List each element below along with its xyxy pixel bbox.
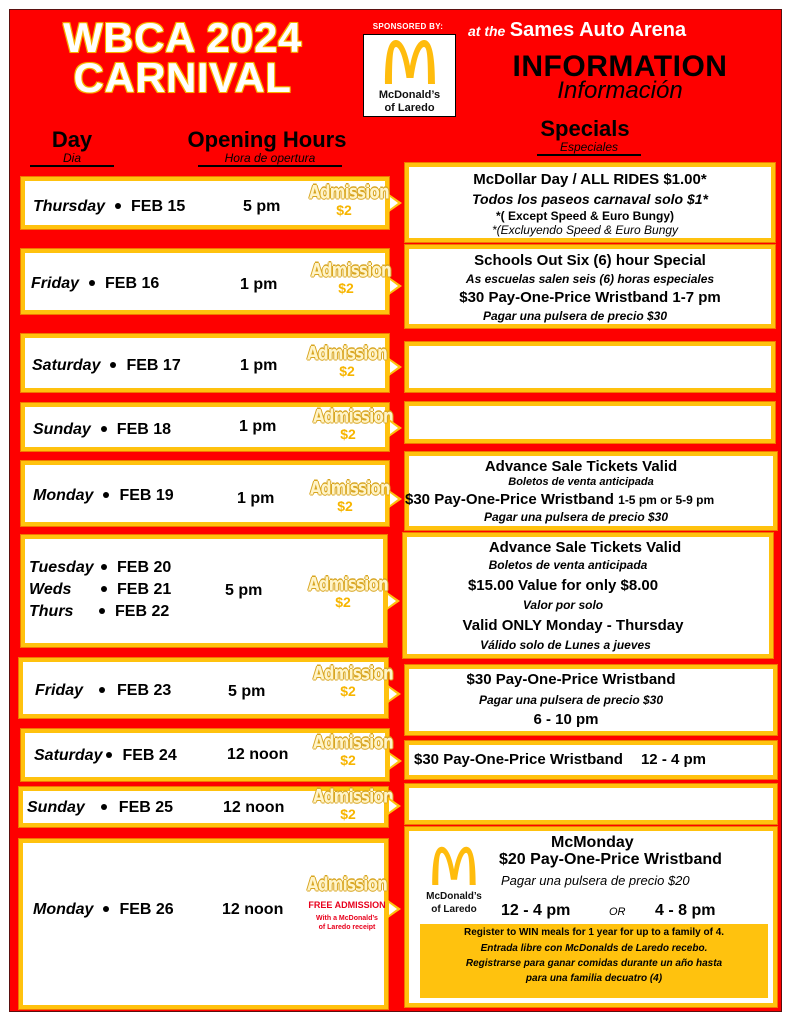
sponsor-logo	[363, 34, 456, 117]
mcdonalds-arches-icon	[429, 845, 479, 885]
venue	[468, 19, 686, 42]
day-header-label-es: Dia	[30, 151, 114, 167]
special-line-2: Boletos de venta anticipada	[508, 476, 654, 488]
special-line-1: Advance Sale Tickets Valid	[488, 539, 682, 556]
special-box-feb-26	[405, 827, 777, 1007]
day-date	[33, 901, 174, 919]
day-name: Weds	[29, 581, 72, 598]
hours-column-header	[172, 129, 362, 167]
admission-word: Admission	[307, 872, 387, 896]
bullet-icon	[99, 687, 105, 693]
specials-column-header	[525, 118, 645, 156]
admission-price: $2	[338, 280, 354, 296]
opening-hours: 5 pm	[228, 683, 266, 700]
arrow-right-icon	[389, 358, 402, 376]
day-date	[32, 357, 181, 375]
admission-badge	[313, 730, 393, 768]
band-line-3: Registrarse para ganar comidas durante un año hasta	[465, 958, 723, 969]
special-line-1: Advance Sale Tickets Valid	[484, 458, 678, 475]
mcmonday-title: McMonday	[551, 834, 634, 851]
wristband-times: 12 - 4 pm	[640, 751, 706, 768]
special-line-2: Pagar una pulsera de precio $20	[501, 873, 690, 888]
special-line-4: Pagar una pulsera de precio $30	[483, 510, 669, 524]
admission-badge	[313, 404, 393, 442]
special-box-feb-15	[405, 163, 775, 242]
special-box-feb-20-22	[403, 533, 773, 658]
admission-price: $2	[337, 498, 353, 514]
title-line-1: WBCA 2024	[63, 14, 302, 61]
day-name: Saturday	[34, 747, 103, 764]
venue-name: Sames Auto Arena	[509, 19, 687, 41]
special-line-4: Pagar una pulsera de precio $30	[482, 309, 668, 323]
day-date	[33, 198, 185, 216]
admission-word: Admission	[313, 784, 393, 808]
day-date	[29, 559, 171, 577]
admission-word: Admission	[313, 661, 393, 685]
bullet-icon	[103, 492, 109, 498]
admission-price: $2	[336, 202, 352, 218]
special-line-1: $20 Pay-One-Price Wristband	[499, 851, 722, 868]
special-line-3: $30 Pay-One-Price Wristband 1-7 pm	[459, 289, 721, 306]
day-box-feb-26	[19, 839, 388, 1009]
admission-word: Admission	[311, 258, 391, 282]
day-name: Monday	[33, 901, 94, 918]
opening-hours: 12 noon	[227, 746, 289, 763]
sponsor-name-line-1: McDonald’s	[378, 89, 441, 101]
mcdonalds-arches-icon	[382, 38, 438, 84]
bullet-icon	[103, 906, 109, 912]
day-box-feb-23	[19, 658, 393, 718]
day-header-label: Day	[51, 127, 93, 152]
date: FEB 24	[122, 747, 177, 764]
logo-name-line-2: of Laredo	[431, 904, 477, 915]
special-line-1: $30 Pay-One-Price Wristband	[466, 671, 676, 688]
wristband-times: 1-5 pm or 5-9 pm	[618, 493, 715, 507]
special-line-1: Schools Out Six (6) hour Special	[474, 252, 706, 269]
admission-badge	[313, 784, 393, 822]
special-line-6: Válido solo de Lunes a jueves	[480, 638, 651, 652]
special-line-2: Todos los paseos carnaval solo $1*	[471, 191, 709, 207]
special-line-3: $15.00 Value for only $8.00	[467, 577, 659, 594]
day-date	[29, 603, 169, 621]
date: FEB 19	[119, 487, 174, 504]
day-date	[29, 581, 171, 599]
bullet-icon	[101, 804, 107, 810]
day-date	[33, 487, 174, 505]
arrow-right-icon	[389, 419, 402, 437]
day-date	[33, 421, 171, 439]
band-line-4: para una familia decuatro (4)	[525, 973, 663, 984]
opening-hours: 12 noon	[222, 901, 284, 918]
opening-hours: 5 pm	[243, 198, 281, 215]
bullet-icon	[99, 608, 105, 614]
date: FEB 20	[117, 559, 172, 576]
day-box-feb-25	[19, 784, 393, 827]
day-name: Thursday	[33, 198, 106, 215]
special-box-feb-16	[405, 245, 775, 328]
day-name: Friday	[31, 275, 80, 292]
opening-hours: 1 pm	[239, 418, 277, 435]
opening-hours: 12 noon	[223, 799, 285, 816]
date: FEB 22	[115, 603, 170, 620]
register-banner	[420, 924, 768, 998]
special-line-3: 6 - 10 pm	[533, 711, 599, 728]
admission-word: Admission	[309, 180, 389, 204]
date: FEB 18	[116, 421, 172, 438]
date: FEB 16	[105, 275, 160, 292]
special-line-1: McDollar Day / ALL RIDES $1.00*	[473, 171, 707, 188]
special-line-2: Pagar una pulsera de precio $30	[478, 693, 664, 707]
free-admission-note-2: of Laredo receipt	[318, 924, 376, 931]
day-name: Sunday	[27, 799, 85, 816]
venue-prefix: at the	[468, 23, 506, 39]
info-title: INFORMATION	[512, 50, 728, 83]
special-line-3: *( Except Speed & Euro Bungy)	[495, 209, 675, 223]
date: FEB 23	[117, 682, 172, 699]
admission-price: $2	[340, 752, 356, 768]
admission-badge	[310, 476, 390, 514]
day-date	[27, 799, 173, 817]
admission-badge	[311, 258, 391, 296]
special-box-feb-24	[405, 741, 777, 779]
bullet-icon	[110, 362, 116, 368]
day-name: Saturday	[32, 357, 101, 374]
day-name: Sunday	[33, 421, 91, 438]
day-box-feb-20-22	[21, 535, 387, 647]
day-box-feb-19	[21, 461, 389, 526]
day-box-feb-16	[21, 249, 389, 314]
date: FEB 26	[119, 901, 174, 918]
wristband-label: $30 Pay-One-Price Wristband	[405, 491, 614, 508]
free-admission-note-1: With a McDonald’s	[316, 915, 378, 922]
special-line-1	[414, 751, 773, 768]
time-option-1: 12 - 4 pm	[501, 902, 571, 919]
day-name: Thurs	[29, 603, 74, 620]
band-line-2: Entrada libre con McDonalds de Laredo recebo.	[480, 943, 708, 954]
arrow-right-icon	[389, 752, 402, 770]
arrow-right-icon	[388, 900, 401, 918]
special-box-feb-23	[405, 665, 777, 735]
admission-price: $2	[339, 363, 355, 379]
day-date	[34, 747, 177, 765]
or-label: OR	[609, 906, 626, 918]
admission-price: $2	[335, 594, 351, 610]
bullet-icon	[115, 203, 121, 209]
opening-hours: 5 pm	[225, 582, 263, 599]
arrow-right-icon	[389, 490, 402, 508]
bullet-icon	[106, 752, 112, 758]
special-box-feb-18	[405, 402, 775, 443]
bullet-icon	[89, 280, 95, 286]
day-column-header	[30, 129, 114, 167]
title-line-2: CARNIVAL	[73, 54, 292, 101]
day-name: Tuesday	[29, 559, 94, 576]
opening-hours: 1 pm	[240, 276, 278, 293]
admission-word: Admission	[307, 341, 387, 365]
day-box-feb-18	[21, 403, 393, 451]
date: FEB 15	[131, 198, 186, 215]
bullet-icon	[101, 586, 107, 592]
arrow-right-icon	[388, 797, 401, 815]
opening-hours: 1 pm	[240, 357, 278, 374]
special-box-feb-25	[405, 784, 777, 824]
bullet-icon	[101, 426, 107, 432]
admission-word: Admission	[310, 476, 390, 500]
admission-word: Admission	[308, 572, 388, 596]
admission-badge	[305, 872, 389, 932]
special-line-4: Valor por solo	[522, 598, 604, 612]
special-line-4: *(Excluyendo Speed & Euro Bungy	[491, 223, 679, 237]
admission-word: Admission	[313, 404, 393, 428]
info-title-es: Información	[557, 77, 683, 104]
day-box-feb-15	[21, 177, 389, 229]
logo-name-line-1: McDonald’s	[426, 891, 482, 902]
day-date	[35, 682, 171, 700]
day-name: Friday	[35, 682, 84, 699]
special-box-feb-17	[405, 342, 775, 392]
special-line-2: Boletos de venta anticipada	[488, 558, 648, 572]
flyer-title	[30, 14, 335, 101]
hours-header-label: Opening Hours	[187, 127, 347, 152]
admission-price: $2	[340, 806, 356, 822]
hours-header-label-es: Hora de opertura	[198, 151, 342, 167]
day-date	[31, 275, 159, 293]
date: FEB 17	[126, 357, 181, 374]
sponsor-name-line-2: of Laredo	[384, 102, 435, 114]
wristband-label: $30 Pay-One-Price Wristband	[414, 751, 623, 768]
date: FEB 25	[118, 799, 174, 816]
special-box-feb-19	[405, 452, 777, 530]
specials-header-label-es: Especiales	[537, 140, 641, 156]
admission-word: Admission	[313, 730, 393, 754]
specials-header-label: Specials	[540, 116, 630, 141]
time-option-2: 4 - 8 pm	[655, 902, 716, 919]
day-box-feb-17	[21, 334, 389, 392]
special-line-3	[405, 491, 773, 508]
admission-price: $2	[340, 426, 356, 442]
free-admission-label: FREE ADMISSION	[308, 900, 386, 910]
special-logo	[419, 845, 489, 916]
day-box-feb-24	[21, 729, 393, 781]
band-line-1: Register to WIN meals for 1 year for up to a family of 4.	[463, 927, 725, 938]
special-line-5: Valid ONLY Monday - Thursday	[462, 617, 684, 634]
day-name: Monday	[33, 487, 94, 504]
admission-badge	[305, 341, 389, 379]
bullet-icon	[101, 564, 107, 570]
admission-badge	[309, 180, 389, 218]
opening-hours: 1 pm	[237, 490, 275, 507]
date: FEB 21	[117, 581, 172, 598]
arrow-right-icon	[389, 277, 402, 295]
special-line-2: As escuelas salen seis (6) horas especiales	[465, 272, 715, 286]
admission-price: $2	[340, 683, 356, 699]
sponsor-label: SPONSORED BY:	[372, 22, 444, 31]
